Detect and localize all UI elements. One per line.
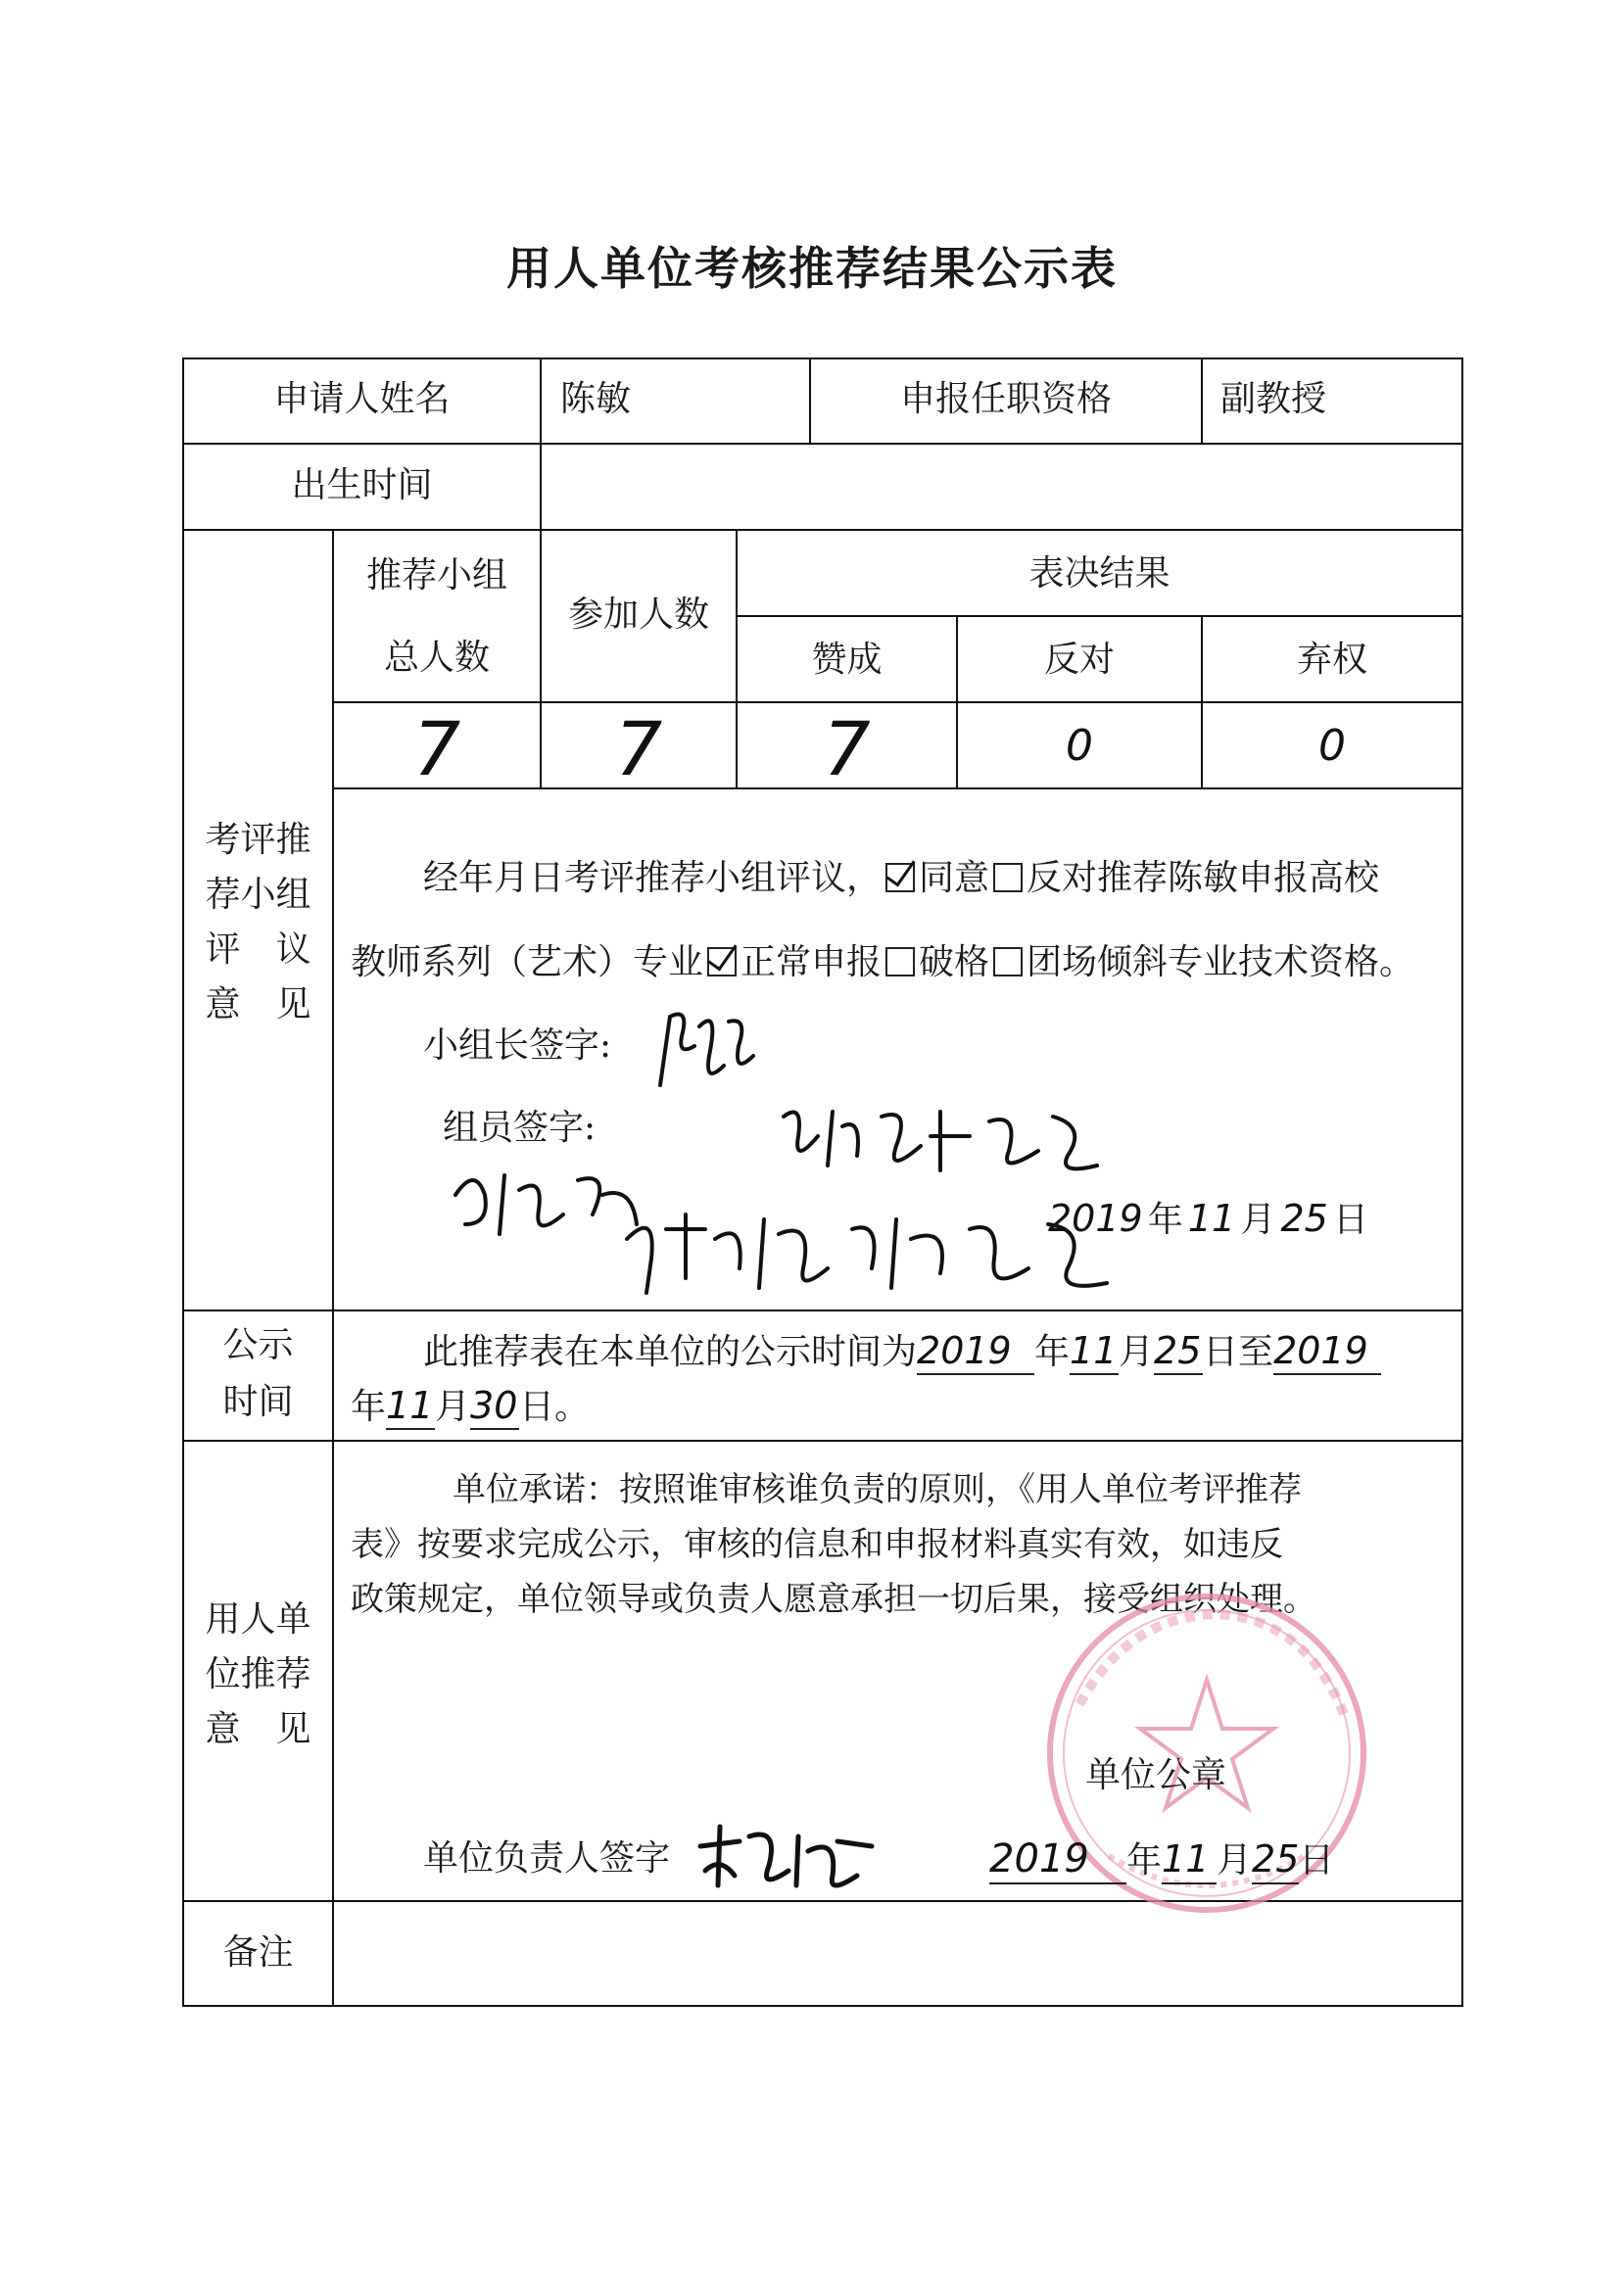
publicity-label-line1: 公示 (222, 1325, 294, 1365)
publicity-line-1: 此推荐表在本单位的公示时间为2019 年11月25日至2019 (423, 1324, 1381, 1381)
page-title: 用人单位考核推荐结果公示表 (506, 242, 1118, 295)
unit-head-signature (691, 1817, 877, 1895)
unit-label-line2: 位推荐 (205, 1654, 311, 1694)
unit-promise-line-3: 政策规定，单位领导或负责人愿意承担一切后果，接受组织处理。 (351, 1580, 1316, 1619)
qualification-label: 申报任职资格 (899, 379, 1112, 419)
leader-signature (650, 997, 768, 1115)
remarks-label: 备注 (222, 1932, 294, 1973)
attendees-value: 7 (614, 705, 663, 792)
agree-checkbox[interactable] (885, 863, 915, 892)
applicant-name-label: 申请人姓名 (273, 379, 451, 419)
unit-sign-date: 2019 年11 月25日 (989, 1835, 1334, 1884)
vote-result-label: 表决结果 (1028, 553, 1170, 594)
member-sign-label: 组员签字: (443, 1108, 597, 1148)
unit-promise-line-1: 单位承诺：按照谁审核谁负责的原则，《用人单位考评推荐 (453, 1470, 1302, 1509)
vote-yes-label: 赞成 (811, 640, 883, 680)
vote-no-value: 0 (1066, 721, 1093, 771)
qualification-value: 副教授 (1220, 379, 1327, 419)
oppose-checkbox[interactable] (993, 863, 1023, 892)
attendees-label: 参加人数 (567, 595, 709, 635)
exceptional-checkbox[interactable] (885, 947, 915, 976)
unit-label-line1: 用人单 (205, 1599, 311, 1640)
group-total-label-line2: 总人数 (383, 638, 490, 678)
opinion-line-2: 教师系列（艺术）专业 正常申报 破格 团场倾斜专业技术资格。 (351, 942, 1415, 982)
publicity-label-line2: 时间 (222, 1382, 294, 1422)
group-total-label-line1: 推荐小组 (365, 555, 507, 595)
regiment-checkbox[interactable] (993, 947, 1023, 976)
vote-abstain-label: 弃权 (1296, 640, 1367, 680)
unit-label-line3: 意 见 (205, 1709, 311, 1749)
member-signature-group-a (774, 1097, 1107, 1185)
vote-abstain-value: 0 (1318, 721, 1346, 771)
vote-no-label: 反对 (1043, 640, 1115, 680)
unit-promise-line-2: 表》按要求完成公示，审核的信息和申报材料真实有效，如违反 (351, 1525, 1283, 1564)
normal-checkbox[interactable] (707, 947, 737, 976)
opinion-line-1: 经年月日考评推荐小组评议， 同意 反对推荐陈敏申报高校 (423, 858, 1380, 898)
applicant-name-value: 陈敏 (560, 379, 632, 419)
publicity-line-2: 年11月30日。 (351, 1379, 590, 1436)
unit-seal-label: 单位公章 (1085, 1755, 1227, 1795)
panel-sign-date: 2019 年 11 月 25 日 (1048, 1197, 1368, 1240)
unit-head-sign-label: 单位负责人签字 (423, 1838, 671, 1879)
birth-date-label: 出生时间 (291, 465, 433, 505)
vote-yes-value: 7 (823, 705, 871, 792)
group-total-value: 7 (412, 705, 461, 792)
leader-sign-label: 小组长签字: (423, 1025, 612, 1066)
